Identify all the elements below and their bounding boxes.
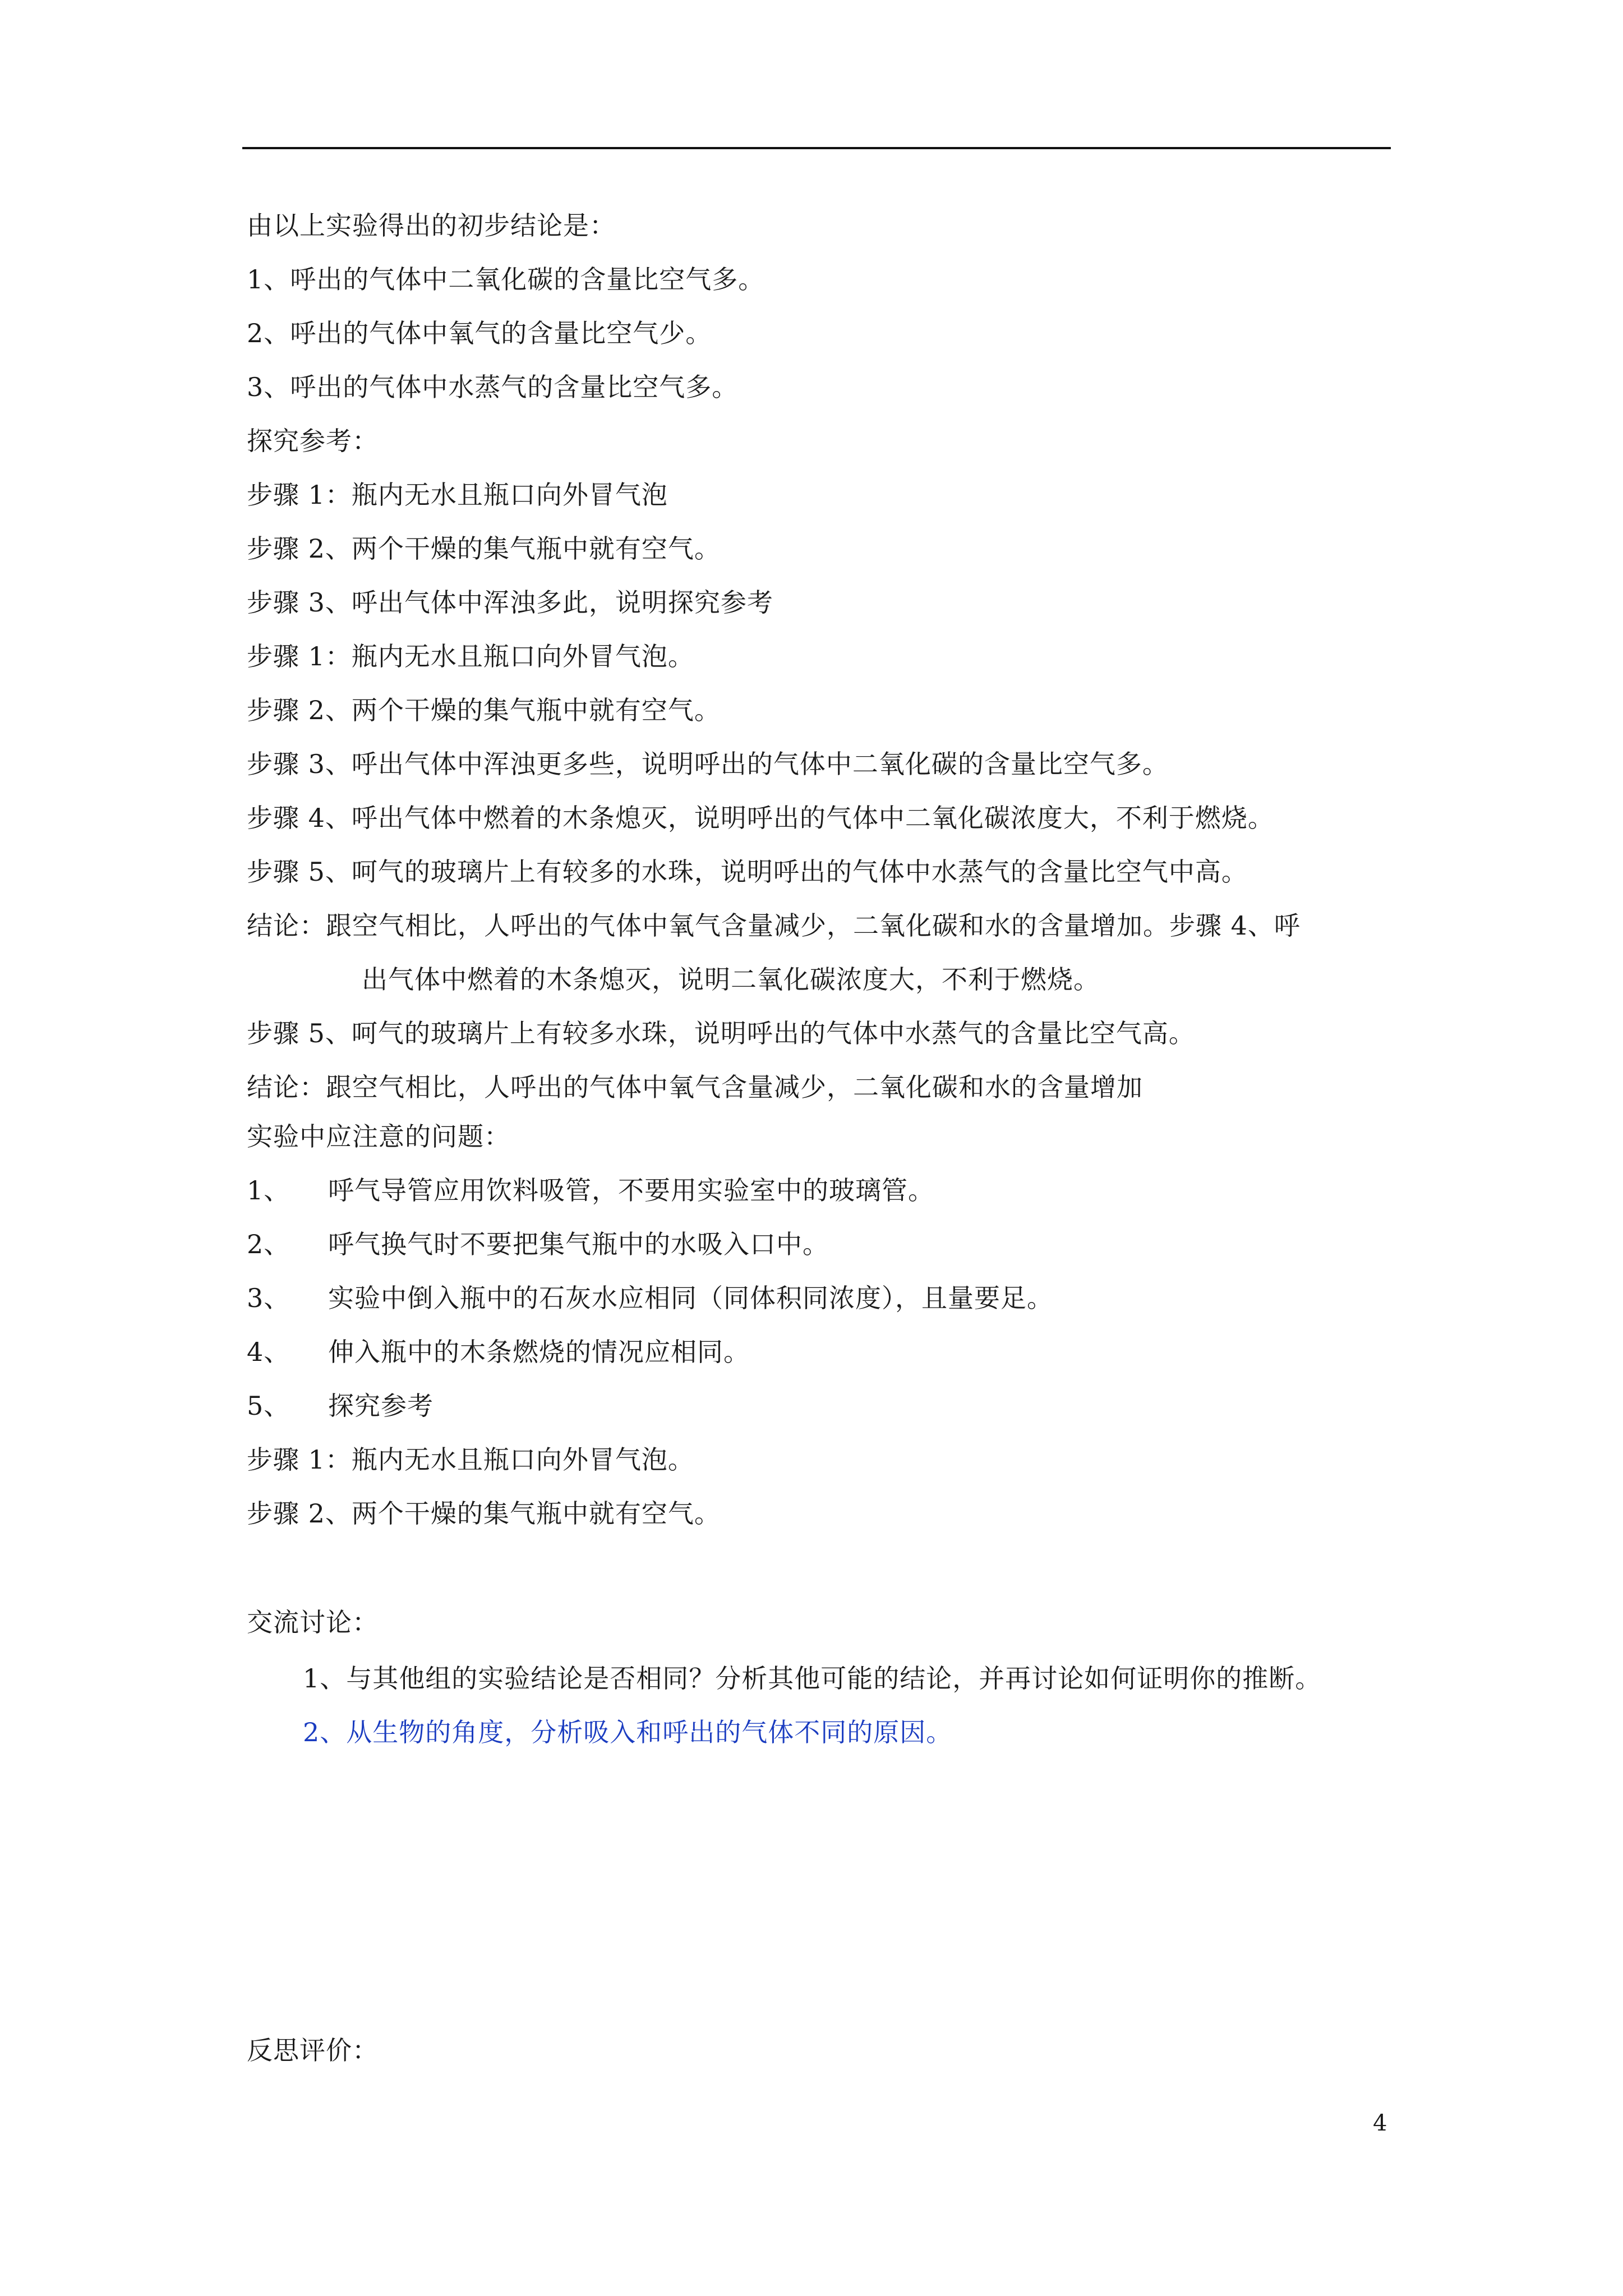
note-item bbox=[247, 1335, 750, 1369]
inquiry-line-continued: 出气体中燃着的木条熄灭，说明二氧化碳浓度大，不利于燃烧。 bbox=[362, 964, 1100, 995]
inquiry-line: 步骤 1：瓶内无水且瓶口向外冒气泡 bbox=[247, 480, 668, 510]
note-item bbox=[247, 1281, 1053, 1315]
inquiry-line: 步骤 1：瓶内无水且瓶口向外冒气泡。 bbox=[247, 641, 694, 671]
discussion-item: 1、与其他组的实验结论是否相同？分析其他可能的结论，并再讨论如何证明你的推断。 bbox=[303, 1663, 1322, 1694]
note-number: 2、 bbox=[247, 1229, 291, 1259]
note-number: 5、 bbox=[247, 1391, 291, 1421]
note-number: 4、 bbox=[247, 1337, 291, 1367]
header-rule bbox=[242, 147, 1391, 149]
note-number: 3、 bbox=[247, 1283, 291, 1313]
inquiry-line: 步骤 3、呼出气体中浑浊更多些，说明呼出的气体中二氧化碳的含量比空气多。 bbox=[247, 749, 1169, 779]
note-text: 实验中倒入瓶中的石灰水应相同（同体积同浓度），且量要足。 bbox=[328, 1283, 1053, 1313]
conclusion-item: 2、呼出的气体中氧气的含量比空气少。 bbox=[247, 318, 712, 348]
notes-heading: 实验中应注意的问题： bbox=[247, 1121, 510, 1152]
note-text: 呼气导管应用饮料吸管，不要用实验室中的玻璃管。 bbox=[328, 1175, 934, 1205]
conclusion-item: 1、呼出的气体中二氧化碳的含量比空气多。 bbox=[247, 264, 765, 295]
page-number: 4 bbox=[1373, 2110, 1387, 2136]
reflection-heading: 反思评价： bbox=[247, 2035, 379, 2065]
discussion-heading: 交流讨论： bbox=[247, 1607, 379, 1637]
note-text: 伸入瓶中的木条燃烧的情况应相同。 bbox=[328, 1337, 750, 1367]
note-item bbox=[247, 1174, 934, 1207]
conclusion-heading: 由以上实验得出的初步结论是： bbox=[247, 210, 616, 241]
inquiry-line: 步骤 3、呼出气体中浑浊多此，说明探究参考 bbox=[247, 587, 773, 618]
inquiry-line: 步骤 4、呼出气体中燃着的木条熄灭，说明呼出的气体中二氧化碳浓度大，不利于燃烧。 bbox=[247, 803, 1274, 833]
inquiry-line: 结论：跟空气相比，人呼出的气体中氧气含量减少，二氧化碳和水的含量增加 bbox=[247, 1072, 1143, 1102]
inquiry-line: 步骤 5、呵气的玻璃片上有较多水珠，说明呼出的气体中水蒸气的含量比空气高。 bbox=[247, 1018, 1195, 1048]
inquiry-line: 结论：跟空气相比，人呼出的气体中氧气含量减少，二氧化碳和水的含量增加。步骤 4、呼 bbox=[247, 910, 1301, 941]
inquiry-line: 步骤 5、呵气的玻璃片上有较多的水珠，说明呼出的气体中水蒸气的含量比空气中高。 bbox=[247, 857, 1248, 887]
note-number: 1、 bbox=[247, 1175, 291, 1205]
note-item bbox=[247, 1227, 829, 1261]
inquiry-line: 步骤 2、两个干燥的集气瓶中就有空气。 bbox=[247, 695, 721, 725]
note-text: 呼气换气时不要把集气瓶中的水吸入口中。 bbox=[328, 1229, 829, 1259]
discussion-item-highlighted: 2、从生物的角度，分析吸入和呼出的气体不同的原因。 bbox=[303, 1717, 953, 1747]
note-text: 探究参考 bbox=[328, 1391, 434, 1421]
conclusion-item: 3、呼出的气体中水蒸气的含量比空气多。 bbox=[247, 372, 739, 402]
notes-after-line: 步骤 2、两个干燥的集气瓶中就有空气。 bbox=[247, 1498, 721, 1529]
inquiry-heading: 探究参考： bbox=[247, 426, 379, 456]
inquiry-line: 步骤 2、两个干燥的集气瓶中就有空气。 bbox=[247, 533, 721, 564]
note-item bbox=[247, 1389, 434, 1423]
notes-after-line: 步骤 1：瓶内无水且瓶口向外冒气泡。 bbox=[247, 1444, 694, 1475]
